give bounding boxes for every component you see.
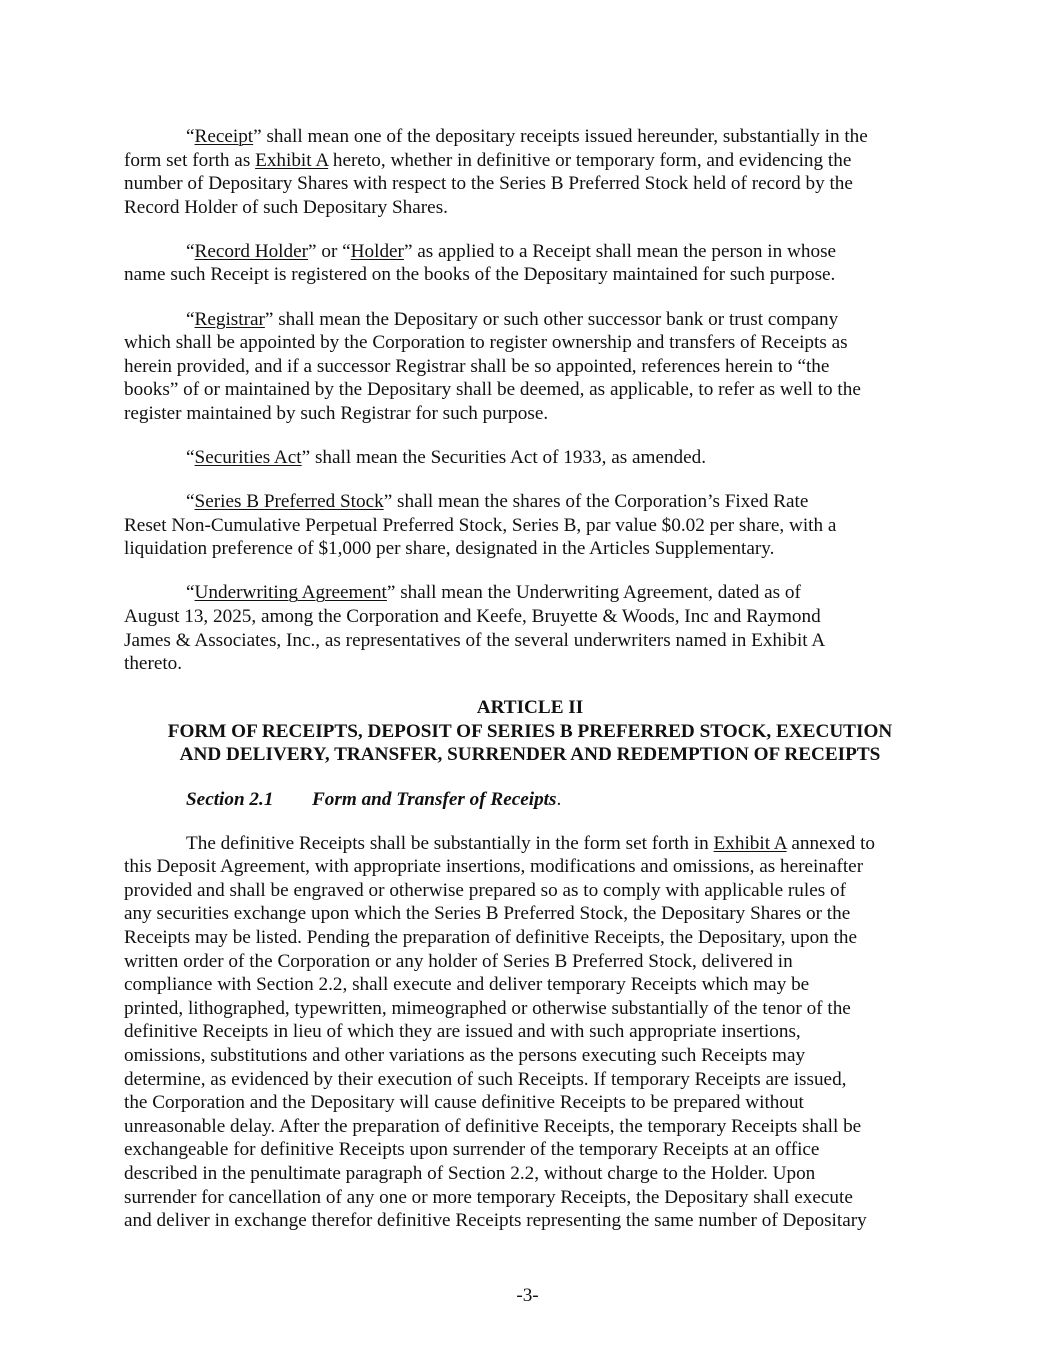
definition-record-holder: “Record Holder” or “Holder” as applied to a Receipt shall mean the person in whose name such Receipt is registered on the books of the Depositary maintained for such purpose. xyxy=(124,240,837,286)
definition-registrar: “Registrar” shall mean the Depositary or such other successor bank or trust company which shall be appointed by the Corporation to register ownership and transfers of Receipts as herein provided, and if a successor Registrar shall be so appointed, references herein to “the books” of or maintained by the Depositary shall be deemed, as applicable, to refer as well to the register maintained by such Registrar for such purpose. xyxy=(124,308,861,424)
exhibit-reference: Exhibit A xyxy=(255,149,329,171)
defined-term: Holder xyxy=(350,240,404,262)
page-number: -3- xyxy=(516,1285,539,1306)
section-number: Section 2.1 xyxy=(186,788,274,810)
definition-underwriting-agreement: “Underwriting Agreement” shall mean the Underwriting Agreement, dated as of August 13, 2025, among the Corporation and Keefe, Bruyette & Woods, Inc and Raymond James & Associates, Inc., as representatives of the several underwriters named in Exhibit A thereto. xyxy=(124,582,826,675)
article-number: ARTICLE II xyxy=(476,697,584,719)
definition-securities-act: “Securities Act” shall mean the Securities Act of 1933, as amended. xyxy=(186,447,707,469)
defined-term: Registrar xyxy=(194,308,265,330)
section-heading: Section 2.1 Form and Transfer of Receipts. xyxy=(186,788,562,810)
definition-series-b-preferred-stock: “Series B Preferred Stock” shall mean the shares of the Corporation’s Fixed Rate Reset Non-Cumulative Perpetual Preferred Stock, Series B, par value $0.02 per share, with a liquidation preference of $1,000 per share, designated in the Articles Supplementary. xyxy=(124,491,837,560)
article-title-line-1: FORM OF RECEIPTS, DEPOSIT OF SERIES B PREFERRED STOCK, EXECUTION xyxy=(167,720,893,742)
defined-term: Receipt xyxy=(194,126,254,147)
exhibit-reference: Exhibit A xyxy=(713,832,787,854)
definition-receipt: “Receipt” shall mean one of the depositary receipts issued hereunder, substantially in the form set forth as Exhibit A hereto, whether in definitive or temporary form, and evidencing the number of Depositary Shares with respect to the Series B Preferred Stock held of record by the Record Holder of such Depositary Shares. xyxy=(124,126,868,218)
section-body-paragraph: The definitive Receipts shall be substantially in the form set forth in Exhibit A annexed to this Deposit Agreement, with appropriate insertions, modifications and omissions, as hereinafter provided and shall be engraved or otherwise prepared so as to comply with applicable rules of any securities exchange upon which the Series B Preferred Stock, the Depositary Shares or the Receipts may be listed. Pending the preparation of definitive Receipts, the Depositary, upon the written order of the Corporation or any holder of Series B Preferred Stock, delivered in compliance with Section 2.2, shall execute and deliver temporary Receipts which may be printed, lithographed, typewritten, mimeographed or otherwise substantially of the tenor of the definitive Receipts in lieu of which they are issued and with such appropriate insertions, omissions, substitutions and other variations as the persons executing such Receipts may determine, as evidenced by their execution of such Receipts. If temporary Receipts are issued, the Corporation and the Depositary will cause definitive Receipts to be prepared without unreasonable delay. After the preparation of definitive Receipts, the temporary Receipts shall be exchangeable for definitive Receipts upon surrender of the temporary Receipts at an office described in the penultimate paragraph of Section 2.2, without charge to the Holder. Upon surrender for cancellation of any one or more temporary Receipts, the Depositary shall execute and deliver in exchange therefor definitive Receipts representing the same number of Depositary xyxy=(124,832,876,1232)
document-page xyxy=(124,125,936,1253)
article-title-line-2: AND DELIVERY, TRANSFER, SURRENDER AND REDEMPTION OF RECEIPTS xyxy=(179,744,881,766)
article-heading xyxy=(124,696,936,767)
section-title: Form and Transfer of Receipts xyxy=(312,788,557,810)
defined-term: Securities Act xyxy=(194,447,302,469)
defined-term: Series B Preferred Stock xyxy=(194,491,384,513)
defined-term: Record Holder xyxy=(194,240,309,262)
defined-term: Underwriting Agreement xyxy=(194,582,387,604)
